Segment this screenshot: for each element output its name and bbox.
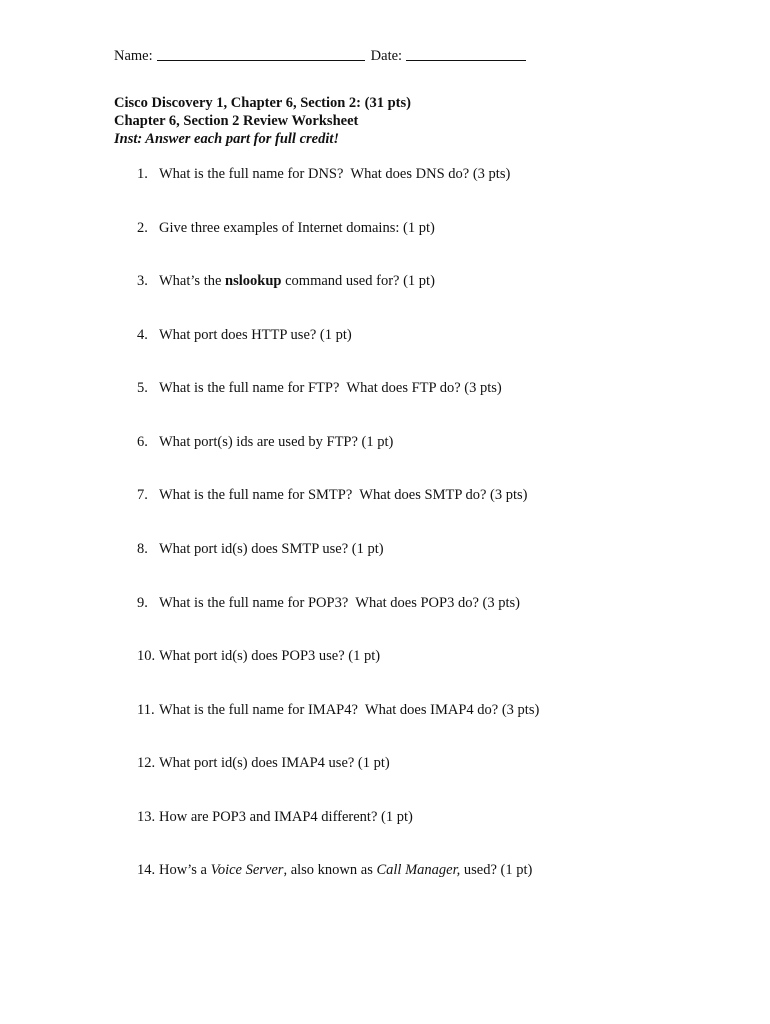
nslookup-term: nslookup — [225, 273, 282, 289]
question-6: 6. What port(s) ids are used by FTP? (1 pt) — [137, 434, 394, 450]
header-instructions: Inst: Answer each part for full credit! — [114, 131, 340, 147]
question-10: 10. What port id(s) does POP3 use? (1 pt) — [137, 648, 381, 664]
header-title: Cisco Discovery 1, Chapter 6, Section 2: (31 pts) — [114, 95, 411, 111]
question-4: 4. What port does HTTP use? (1 pt) — [137, 327, 352, 343]
question-14: 14. How’s a Voice Server, also known as Call Manager, used? (1 pt) — [137, 862, 533, 878]
header-subtitle: Chapter 6, Section 2 Review Worksheet — [114, 113, 359, 129]
date-blank[interactable] — [406, 48, 526, 61]
name-date-line — [114, 47, 526, 65]
question-13: 13. How are POP3 and IMAP4 different? (1 pt) — [137, 809, 413, 825]
question-3: 3. What’s the nslookup command used for? (1 pt) — [137, 273, 435, 289]
question-12: 12. What port id(s) does IMAP4 use? (1 pt) — [137, 755, 390, 771]
question-2: 2. Give three examples of Internet domains: (1 pt) — [137, 220, 435, 236]
question-11: 11. What is the full name for IMAP4? What does IMAP4 do? (3 pts) — [137, 702, 540, 718]
date-label: Date: — [370, 48, 403, 64]
worksheet-header — [114, 94, 411, 148]
question-7: 7. What is the full name for SMTP? What does SMTP do? (3 pts) — [137, 487, 528, 503]
question-9: 9. What is the full name for POP3? What does POP3 do? (3 pts) — [137, 595, 520, 611]
name-label: Name: — [114, 48, 153, 64]
name-blank[interactable] — [157, 48, 365, 61]
call-manager-term: Call Manager, — [376, 862, 461, 878]
question-1: 1. What is the full name for DNS? What does DNS do? (3 pts) — [137, 166, 511, 182]
question-5: 5. What is the full name for FTP? What does FTP do? (3 pts) — [137, 380, 502, 396]
voice-server-term: Voice Server — [210, 862, 284, 878]
question-8: 8. What port id(s) does SMTP use? (1 pt) — [137, 541, 384, 557]
